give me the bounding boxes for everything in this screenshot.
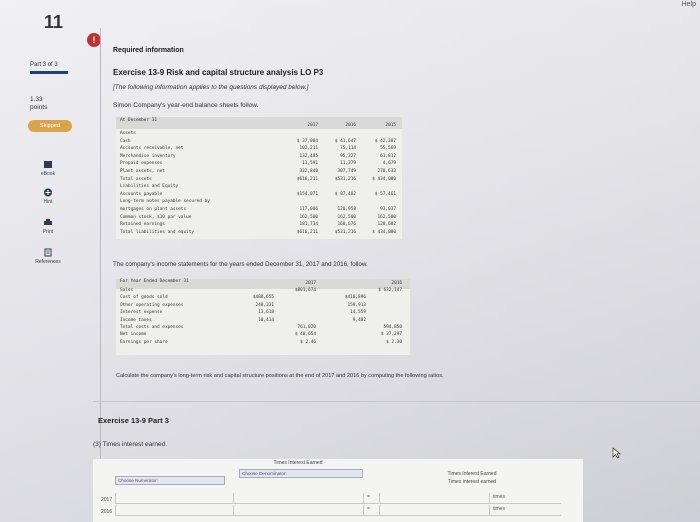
points-display <box>30 96 47 112</box>
balance-sheet-row-label: Total assets <box>120 176 152 182</box>
income-statement-cell: 9,482 <box>352 317 366 323</box>
part-progress-bar <box>30 71 68 74</box>
balance-sheet-cell <box>352 199 396 205</box>
balance-sheet-row-label: Merchandise inventory <box>120 153 176 159</box>
balance-sheet-cell: $531,216 <box>334 176 356 182</box>
balance-sheet-row-label: Accounts receivable, net <box>120 146 184 152</box>
alert-icon: ! <box>87 33 101 47</box>
balance-sheet-cell: 117,006 <box>299 207 318 212</box>
income-statement-cell <box>362 318 402 324</box>
income-statement-row-label: Interest expense <box>120 310 163 316</box>
balance-sheet-cell <box>312 184 356 190</box>
income-statement-cell <box>276 318 316 324</box>
balance-sheet-row-label: Common stock, $10 par value <box>120 214 192 220</box>
equals-sign: = <box>363 505 379 516</box>
answer-year-label: 2016 <box>101 509 113 515</box>
balance-sheet-cell <box>352 131 396 137</box>
income-statement-cell: $ 2.46 <box>300 339 316 345</box>
balance-sheet-cell <box>312 131 356 137</box>
balance-sheet-cell: 120,682 <box>377 222 396 228</box>
income-statement-header-label: For Year Ended December 31 <box>120 279 189 284</box>
balance-sheet-cell: $ 434,080 <box>372 176 396 182</box>
balance-sheet-cell: $ 42,387 <box>374 138 396 144</box>
income-statement-cell <box>276 303 316 309</box>
numerator-select[interactable]: Choose Numerator: <box>115 476 225 485</box>
balance-sheet-cell: 162,500 <box>337 214 356 220</box>
income-statement-cell: 594,850 <box>383 325 402 330</box>
income-statement-cell: $801,674 <box>294 288 316 293</box>
print-button[interactable] <box>28 218 68 235</box>
year-header: 2015 <box>385 123 396 128</box>
answer-table <box>93 459 583 522</box>
balance-sheet-cell: $616,211 <box>296 229 318 235</box>
formula-header: Times Interest Earned <box>273 460 323 466</box>
points-value: 1.33 <box>30 96 43 103</box>
balance-sheet-row-label: Assets <box>120 131 136 136</box>
income-statement-cell <box>234 332 274 338</box>
income-statement-cell: 13,618 <box>258 310 274 316</box>
income-statement-cell: 159,913 <box>347 302 366 308</box>
income-statement-row-label: Cost of goods sold <box>120 295 168 301</box>
income-statement-row-label: Income taxes <box>120 317 152 323</box>
part-indicator[interactable]: Part 3 of 3 <box>30 62 58 68</box>
income-statement-cell <box>326 340 366 346</box>
income-statement-cell: 14,559 <box>350 310 366 316</box>
result-subheader: Times interest earned <box>447 479 497 485</box>
print-label: Print <box>42 229 54 235</box>
print-icon <box>43 218 53 227</box>
balance-sheet-cell: $ 57,461 <box>374 191 396 197</box>
balance-sheet-header-label: At December 31 <box>120 118 158 123</box>
income-statement-cell <box>362 295 402 301</box>
numerator-input[interactable] <box>115 493 233 504</box>
denominator-input[interactable] <box>233 505 363 516</box>
balance-sheet-cell: 270,633 <box>377 169 396 174</box>
points-label: points <box>30 104 48 111</box>
balance-sheet-cell: 132,485 <box>299 153 318 159</box>
income-statement-cell <box>326 288 366 294</box>
balance-sheet-cell: $ 87,402 <box>334 191 356 197</box>
income-statement-cell <box>326 332 366 338</box>
income-statement-cell <box>234 325 274 331</box>
income-statement-cell <box>276 310 316 316</box>
balance-sheet-row-label: Accounts payable <box>120 191 163 197</box>
income-statement-row-label: Earnings per share <box>120 339 168 345</box>
denominator-input[interactable] <box>233 493 363 504</box>
ebook-label: eBook <box>40 171 56 177</box>
section-divider <box>93 401 700 402</box>
denominator-select[interactable]: Choose Denominator: <box>239 469 363 478</box>
balance-sheet-cell: 55,569 <box>380 146 396 152</box>
balance-sheet-cell: 102,211 <box>299 146 318 152</box>
balance-sheet-table <box>116 117 402 239</box>
year-header: 2017 <box>307 123 318 128</box>
income-statement-row-label: Total costs and expenses <box>120 325 184 330</box>
income-statement-cell <box>362 303 402 309</box>
income-statement-row-label: Other operating expenses <box>120 302 184 308</box>
hint-button[interactable] <box>28 188 68 205</box>
income-statement-cell <box>362 310 402 316</box>
income-statement-cell: 248,331 <box>255 302 274 308</box>
exercise-title: Exercise 13-9 Risk and capital structure analysis LO P3 <box>113 68 324 77</box>
year-header: 2016 <box>345 123 356 128</box>
part-title: Exercise 13-9 Part 3 <box>98 416 169 425</box>
income-statement-cell: $ 37,297 <box>380 332 402 338</box>
balance-sheet-cell: 61,812 <box>380 153 396 159</box>
income-statement-cell: $ 632,147 <box>378 288 402 293</box>
balance-sheet-cell: 93,037 <box>380 207 396 212</box>
balance-sheet-cell: 75,114 <box>340 146 356 152</box>
balance-sheet-cell: 160,676 <box>337 222 356 228</box>
balance-sheet-cell: 181,734 <box>299 222 318 228</box>
income-statement-cell: $ 2.30 <box>386 339 402 345</box>
balance-sheet-cell: 307,749 <box>337 169 356 174</box>
income-statement-row-label: Sales <box>120 288 134 293</box>
balance-sheet-cell: 4,679 <box>382 161 396 167</box>
balance-sheet-cell: $ 37,084 <box>296 138 318 144</box>
balance-sheet-row-label: Long-term notes payable secured by <box>120 199 210 205</box>
balance-sheet-cell: $ 41,647 <box>334 138 356 144</box>
intro-note: [The following information applies to the questions displayed below.] <box>113 84 309 91</box>
income-statement-cell: $ 40,654 <box>294 332 316 338</box>
income-statement-cell: 10,414 <box>258 317 274 323</box>
unit-label: times <box>489 493 561 504</box>
balance-sheet-row-label: Plant assets, net <box>120 169 165 174</box>
numerator-input[interactable] <box>115 505 233 516</box>
balance-sheet-intro: Simon Company's year-end balance sheets follow. <box>113 102 259 109</box>
balance-sheet-cell: $ 434,080 <box>372 229 396 235</box>
result-input[interactable] <box>379 505 489 516</box>
balance-sheet-cell: $154,071 <box>296 191 318 197</box>
result-header: Times Interest Earned <box>447 471 497 477</box>
income-statement-cell: $488,655 <box>252 295 274 301</box>
year-header: 2016 <box>391 281 402 286</box>
balance-sheet-cell: 120,958 <box>337 207 356 212</box>
balance-sheet-cell: 95,327 <box>340 153 356 159</box>
balance-sheet-row-label: Total liabilities and equity <box>120 229 195 235</box>
mouse-cursor-icon <box>612 447 621 459</box>
income-statement-cell <box>326 325 366 331</box>
hint-label: Hint <box>43 199 53 205</box>
balance-sheet-cell: 162,500 <box>299 214 318 220</box>
income-statement-intro: The company's income statements for the years ended December 31, 2017 and 2016, follow. <box>113 261 368 268</box>
status-badge: Skipped <box>28 120 72 132</box>
answer-year-label: 2017 <box>101 497 113 503</box>
balance-sheet-row-label: Cash <box>120 138 131 144</box>
income-statement-row-label: Net income <box>120 332 147 338</box>
year-header: 2017 <box>305 281 316 286</box>
balance-sheet-cell <box>352 184 396 190</box>
balance-sheet-cell: $531,216 <box>334 229 356 235</box>
hint-icon <box>43 188 53 197</box>
required-heading: Required information <box>113 47 184 54</box>
ebook-icon <box>43 160 53 169</box>
balance-sheet-cell: 332,840 <box>299 169 318 174</box>
balance-sheet-row-label: Prepaid expenses <box>120 161 163 167</box>
income-statement-cell <box>276 295 316 301</box>
balance-sheet-row-label: Liabilities and Equity <box>120 184 179 190</box>
income-statement-cell <box>234 288 274 294</box>
unit-label: times <box>489 505 561 516</box>
balance-sheet-cell: 11,379 <box>340 161 356 167</box>
income-statement-cell: $410,896 <box>344 295 366 301</box>
references-icon <box>43 248 53 257</box>
income-statement-cell <box>234 340 274 346</box>
balance-sheet-cell: 11,591 <box>302 161 318 167</box>
references-label: References <box>35 259 61 265</box>
references-button[interactable] <box>28 248 68 265</box>
question-number: 11 <box>44 12 64 32</box>
question-prompt: (3) Times interest earned. <box>93 441 168 448</box>
equals-sign: = <box>363 493 379 504</box>
income-statement-cell: 761,020 <box>297 325 316 330</box>
balance-sheet-cell: $616,211 <box>296 176 318 182</box>
income-statement-table <box>116 279 410 355</box>
help-link[interactable]: Help <box>681 1 696 8</box>
calculate-instructions: Calculate the company's long-term risk and capital structure positions at the end of 2017 and 2016 by computing the following ratios. <box>116 373 444 379</box>
balance-sheet-cell <box>312 199 356 205</box>
ebook-button[interactable] <box>28 160 68 177</box>
result-input[interactable] <box>379 493 489 504</box>
balance-sheet-row-label: Retained earnings <box>120 222 165 228</box>
balance-sheet-cell: 162,500 <box>377 214 396 220</box>
balance-sheet-row-label: mortgages on plant assets <box>120 207 187 212</box>
